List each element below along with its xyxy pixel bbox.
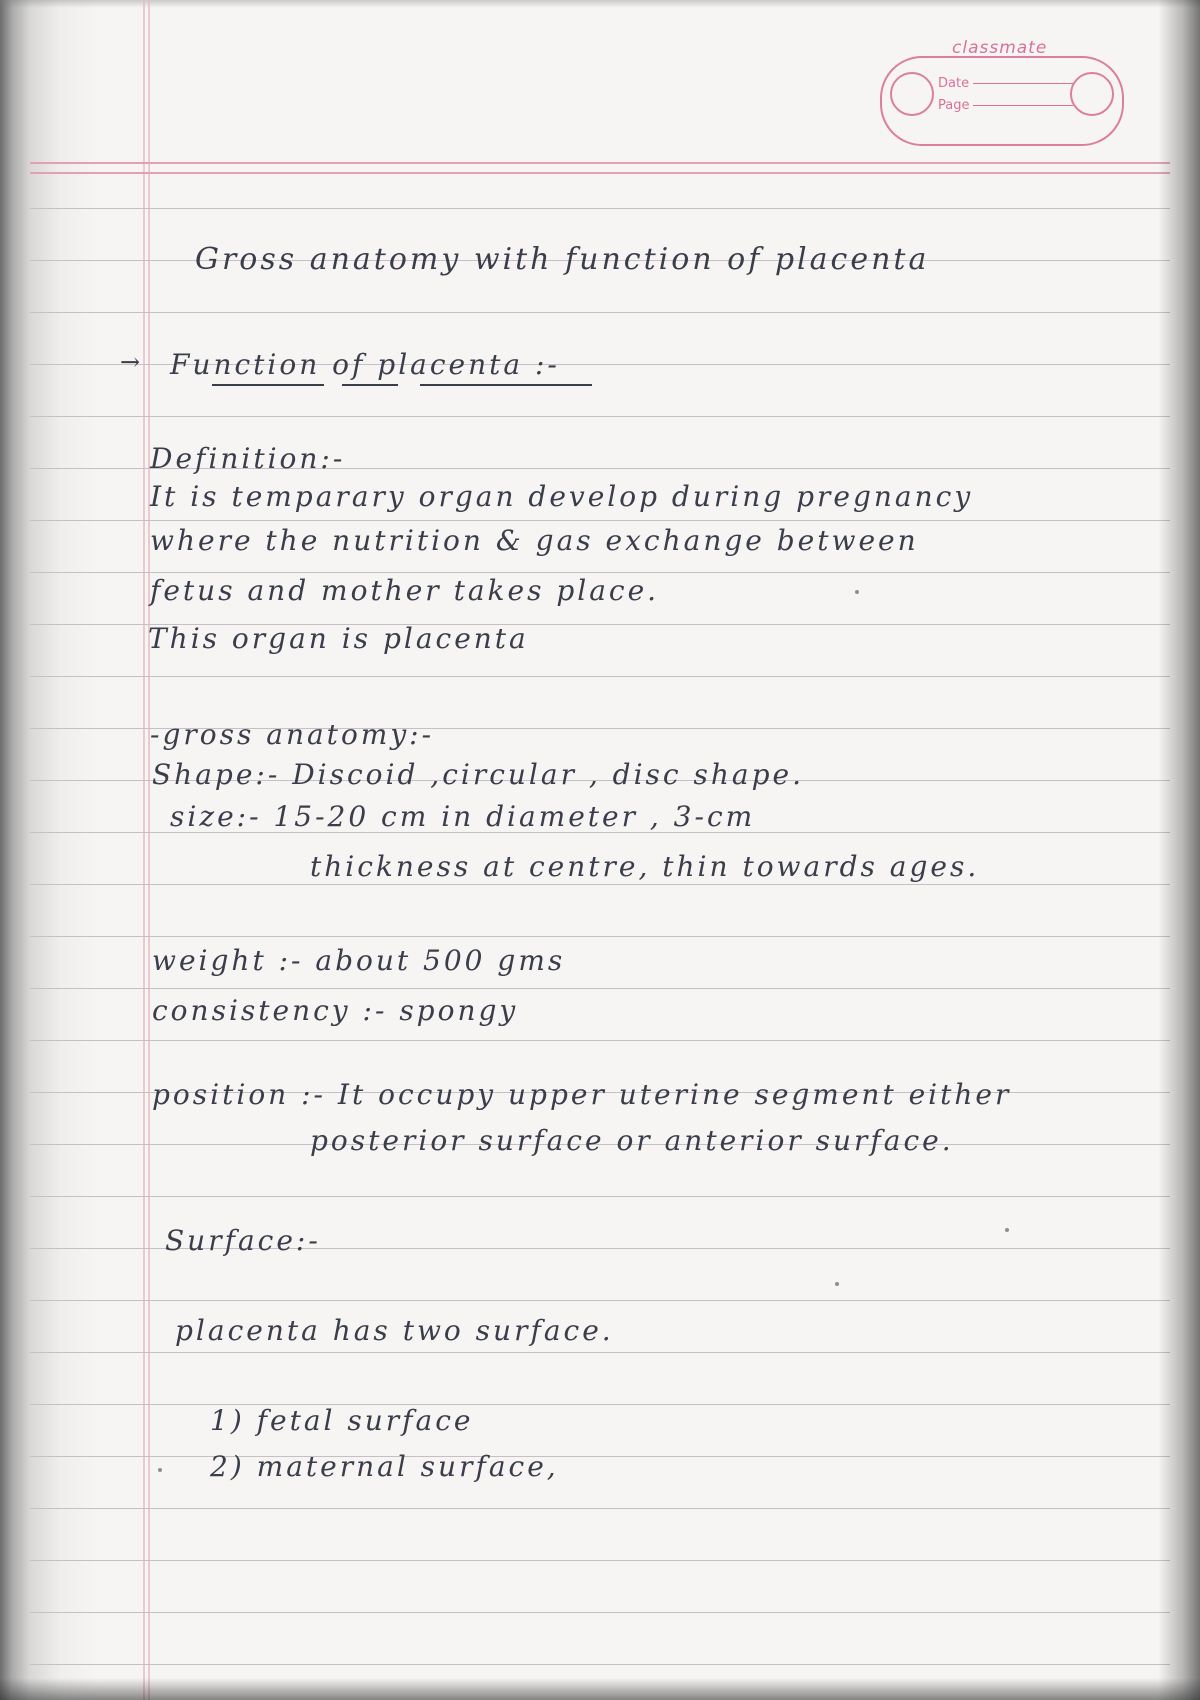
ruled-line xyxy=(30,312,1170,313)
ruled-line xyxy=(30,416,1170,417)
ruled-line xyxy=(30,884,1170,885)
ruled-line xyxy=(30,1040,1170,1041)
definition-line: It is temparary organ develop during pregnancy xyxy=(150,480,974,513)
page-label: Page xyxy=(938,98,970,113)
date-page-box xyxy=(880,56,1124,146)
definition-line: where the nutrition & gas exchange between xyxy=(150,524,919,557)
page-bottom-shadow xyxy=(0,1678,1200,1700)
date-underline xyxy=(973,83,1073,84)
shape-line: Shape:- Discoid ,circular , disc shape. xyxy=(152,758,804,791)
page-underline xyxy=(973,105,1073,106)
size-line: size:- 15-20 cm in diameter , 3-cm xyxy=(170,800,756,833)
ink-dot xyxy=(835,1282,839,1286)
size-line-continued: thickness at centre, thin towards ages. xyxy=(310,850,980,883)
surface-intro: placenta has two surface. xyxy=(175,1314,614,1347)
ruled-line xyxy=(30,1300,1170,1301)
page-field xyxy=(938,98,1073,113)
surface-list-item: 2) maternal surface, xyxy=(210,1450,559,1483)
date-field xyxy=(938,76,1073,91)
ink-dot xyxy=(855,590,859,594)
ruled-line xyxy=(30,1352,1170,1353)
brand-logo: classmate xyxy=(952,38,1048,58)
scroll-curl-left-icon xyxy=(890,72,934,116)
scroll-curl-right-icon xyxy=(1070,72,1114,116)
heading-underline xyxy=(212,384,324,386)
header-rule-bottom xyxy=(30,172,1170,174)
ruled-line xyxy=(30,1404,1170,1405)
ruled-line xyxy=(30,988,1170,989)
ruled-line xyxy=(30,208,1170,209)
ink-dot xyxy=(158,1468,162,1472)
position-line-continued: posterior surface or anterior surface. xyxy=(310,1124,954,1157)
ruled-line xyxy=(30,572,1170,573)
definition-line: fetus and mother takes place. xyxy=(150,574,660,607)
arrow-bullet: → xyxy=(120,348,144,376)
heading-underline xyxy=(342,384,398,386)
ruled-line xyxy=(30,1612,1170,1613)
gross-anatomy-heading: -gross anatomy:- xyxy=(150,718,435,751)
ruled-line xyxy=(30,1196,1170,1197)
ruled-line xyxy=(30,676,1170,677)
ruled-line xyxy=(30,936,1170,937)
ruled-line xyxy=(30,1664,1170,1665)
definition-line: This organ is placenta xyxy=(148,622,529,655)
page-top-shadow xyxy=(0,0,1200,8)
definition-heading: Definition:- xyxy=(150,442,346,475)
position-line: position :- It occupy upper uterine segment either xyxy=(152,1078,1012,1111)
consistency-line: consistency :- spongy xyxy=(152,994,519,1027)
surface-list-item: 1) fetal surface xyxy=(210,1404,474,1437)
page-title: Gross anatomy with function of placenta xyxy=(195,242,930,277)
ink-dot xyxy=(1005,1228,1009,1232)
date-label: Date xyxy=(938,76,970,91)
left-margin-line-2 xyxy=(148,0,150,1700)
header-rule-top xyxy=(30,162,1170,164)
ruled-line xyxy=(30,1560,1170,1561)
ruled-line xyxy=(30,1456,1170,1457)
weight-line: weight :- about 500 gms xyxy=(152,944,566,977)
surface-heading: Surface:- xyxy=(165,1224,321,1257)
ruled-line xyxy=(30,520,1170,521)
left-margin-line xyxy=(143,0,145,1700)
heading-underline xyxy=(420,384,592,386)
ruled-line xyxy=(30,1508,1170,1509)
section-heading: Function of placenta :- xyxy=(170,348,560,381)
page-edge-shadow xyxy=(1158,0,1200,1700)
